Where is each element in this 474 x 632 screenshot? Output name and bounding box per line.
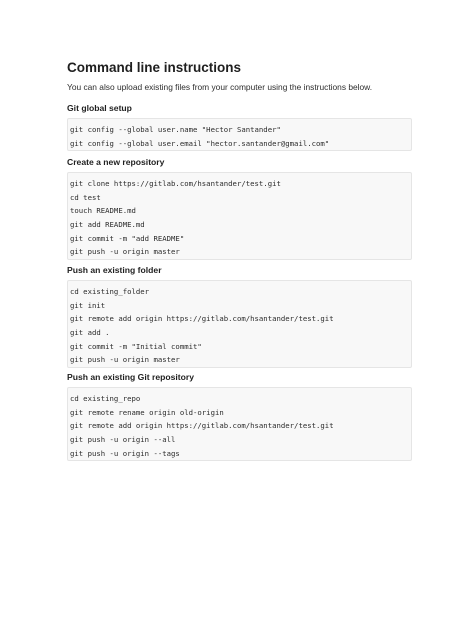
code-line: git commit -m "add README" xyxy=(70,233,185,243)
code-line: git remote add origin https://gitlab.com/hsantander/test.git xyxy=(70,314,334,324)
code-line: cd existing_repo xyxy=(70,394,141,403)
intro-text: You can also upload existing files from your computer using the instructions below. xyxy=(67,82,373,92)
code-line: git remote rename origin old-origin xyxy=(70,407,224,417)
page-title: Command line instructions xyxy=(67,60,242,75)
section-heading-new-repository: Create a new repository xyxy=(67,157,165,167)
code-line: git add README.md xyxy=(70,220,145,230)
code-line: git config --global user.email "hector.santander@gmail.com" xyxy=(70,138,330,148)
code-line: git push -u origin --all xyxy=(70,435,176,445)
code-line: touch README.md xyxy=(70,206,136,216)
code-line: git push -u origin --tags xyxy=(70,448,180,458)
code-line: git clone https://gitlab.com/hsantander/test.git xyxy=(70,179,281,188)
code-line: cd test xyxy=(70,192,101,202)
code-block-new-repository xyxy=(67,172,412,260)
code-line: git init xyxy=(70,300,106,310)
section-heading-global-setup: Git global setup xyxy=(67,103,132,113)
code-block-existing-folder xyxy=(67,280,412,368)
section-heading-existing-folder: Push an existing folder xyxy=(67,265,162,275)
code-line: git commit -m "Initial commit" xyxy=(70,341,202,351)
code-block-existing-git-repository xyxy=(67,387,412,461)
code-line: git push -u origin master xyxy=(70,247,180,257)
code-line: git config --global user.name "Hector Santander" xyxy=(70,125,281,134)
code-line: git add . xyxy=(70,328,110,338)
code-block-global-setup xyxy=(67,118,412,151)
code-line: cd existing_folder xyxy=(70,287,150,296)
code-line: git push -u origin master xyxy=(70,355,180,365)
section-heading-existing-git-repository: Push an existing Git repository xyxy=(67,372,195,382)
code-line: git remote add origin https://gitlab.com/hsantander/test.git xyxy=(70,421,334,431)
